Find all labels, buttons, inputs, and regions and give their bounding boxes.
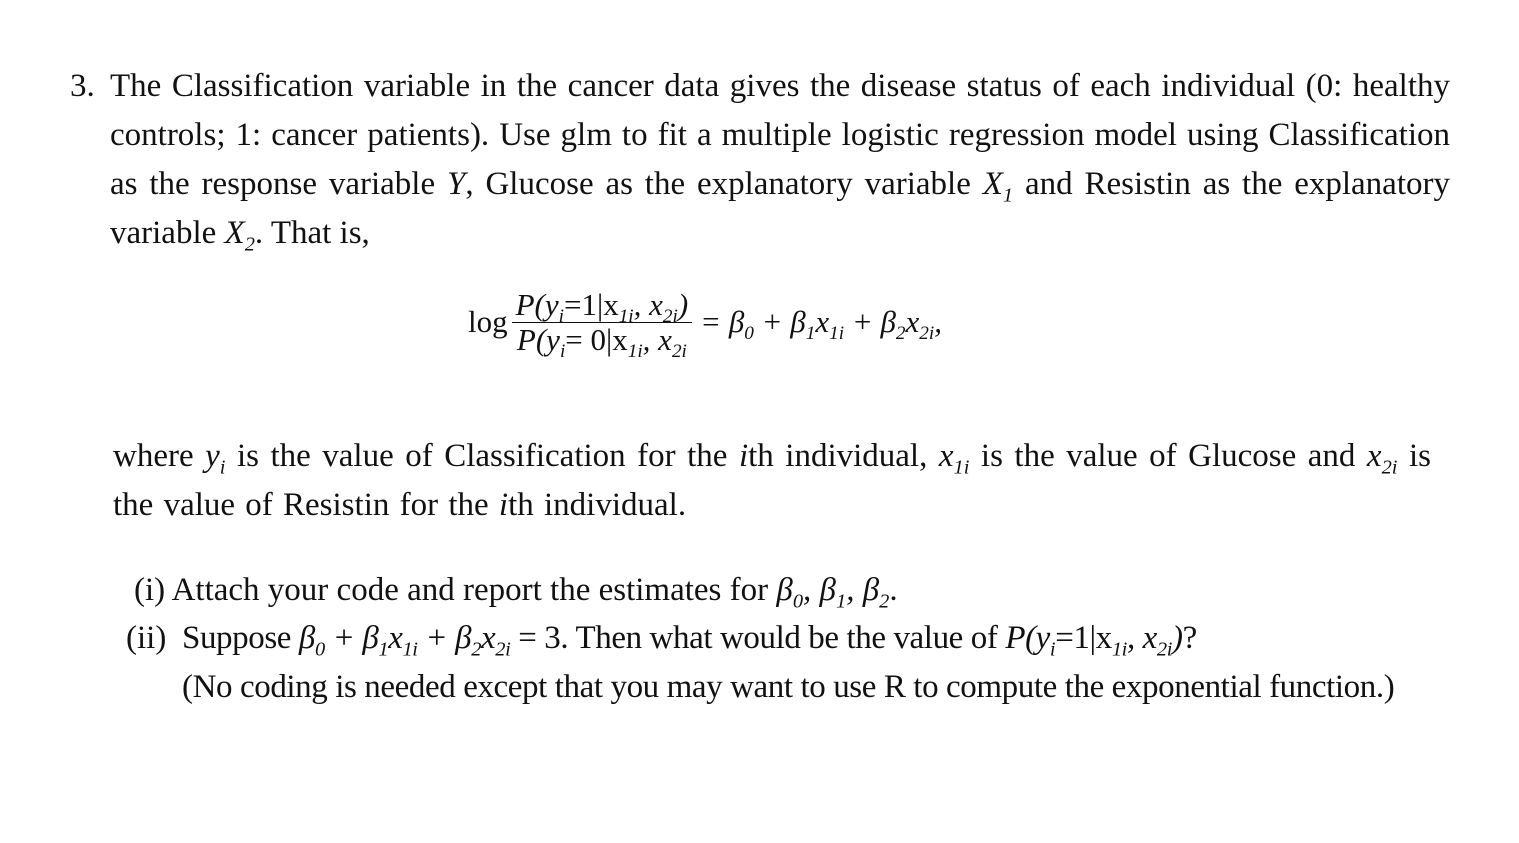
subquestion-ii-note: (No coding is needed except that you may want to use R to compute the exponential function.) <box>182 669 1395 705</box>
log-symbol: log <box>468 304 508 339</box>
variable-definitions: where $y_i$ is the value of Classification for the ith individual, $x_{1i}$ is the value of Glucose and $x_{2i}$ is the value of Resistin for the ith individual. <box>113 438 1431 523</box>
subquestion-ii-text: Suppose $\beta_0 + \beta_1x_{1i} + \beta_2x_{2i} = 3$. Then what would be the value of $P(y_i=1|x_{1i}$, $x_{2i}$)? (No coding is needed except that you may want to use R to compute the exponential function.) <box>182 620 1395 705</box>
problem-number: 3. <box>70 68 95 104</box>
symbol-x1i: $x_{1i}$ <box>938 438 970 479</box>
intro-text-a: The Classification variable in the cancer data gives the disease status of each individual (0: healthy controls; 1: cancer patients). Use glm to fit a multiple logistic regression model using Classification as the response variable <box>110 68 1450 202</box>
intro-text-b: , Glucose as the explanatory variable <box>465 166 983 202</box>
symbol-Y: Y <box>446 166 466 202</box>
logit-equation <box>468 282 942 362</box>
fraction-numerator: $P(y_i=1|x_{1i}$, $x_{2i}$) <box>512 288 693 323</box>
symbol-yi: $y_i$ <box>205 438 226 479</box>
subquestion-i-text: Attach your code and report the estimates for $\beta_0$, $\beta_1$, $\beta_2$. <box>171 572 898 613</box>
problem-3 <box>70 62 1450 258</box>
subquestion-i <box>134 566 898 615</box>
subquestion-i-label: (i) <box>134 572 166 608</box>
problem-statement <box>110 62 1450 258</box>
symbol-X2: $X_2$ <box>224 215 255 256</box>
intro-text-d: . That is, <box>254 215 370 251</box>
intro-text-c: and Resistin as the explanatory variable <box>110 166 1450 251</box>
odds-fraction <box>512 286 693 362</box>
fraction-denominator: $P(y_i= 0|x_{1i}$, $x_{2i}$ <box>516 321 687 362</box>
symbol-x2i: $x_{2i}$ <box>1366 438 1398 479</box>
equation-rhs: = $\beta_0 + \beta_1x_{1i} + \beta_2x_{2i}$, <box>700 304 942 345</box>
symbol-X1: $X_1$ <box>982 166 1014 207</box>
subquestion-ii <box>126 614 1416 705</box>
subquestion-ii-label: (ii) <box>126 620 167 656</box>
